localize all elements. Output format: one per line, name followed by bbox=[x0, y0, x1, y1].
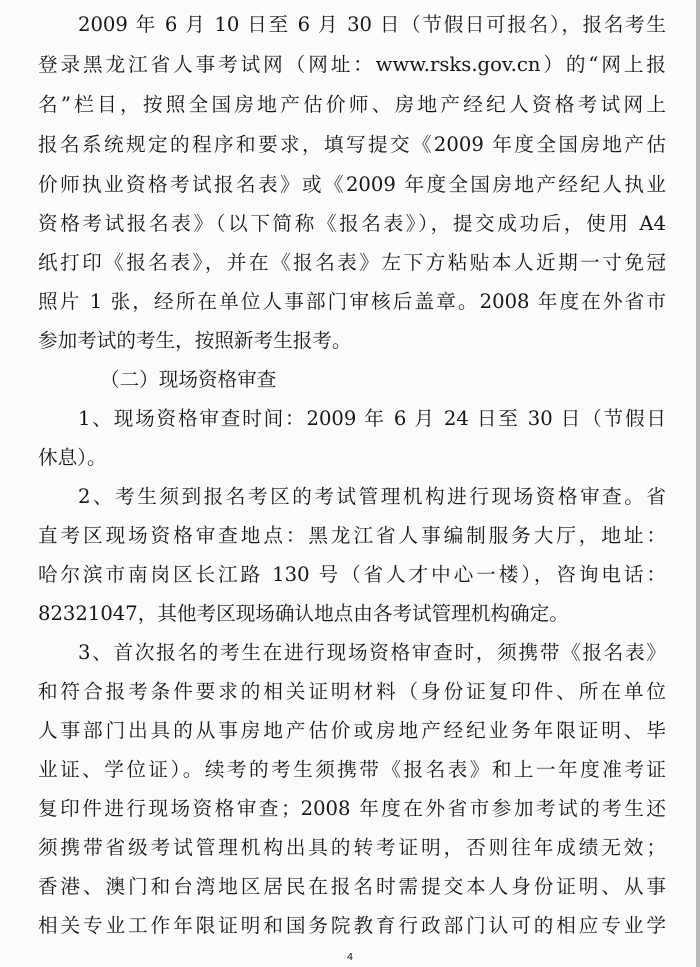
text-line-18: 和符合报考条件要求的相关证明材料（身份证复印件、所在单位 bbox=[38, 680, 666, 703]
text-line-24: 相关专业工作年限证明和国务院教育行政部门认可的相应专业学 bbox=[38, 914, 666, 937]
text-line-12: 休息）。 bbox=[38, 446, 107, 469]
text-line-4: 报名系统规定的程序和要求，填写提交《2009 年度全国房地产估 bbox=[38, 133, 666, 156]
section-heading: （二）现场资格审查 bbox=[100, 368, 277, 391]
text-line-11: 1、现场资格审查时间：2009 年 6 月 24 日至 30 日（节假日 bbox=[78, 407, 666, 430]
text-line-6: 资格考试报名表》（以下简称《报名表》），提交成功后，使用 A4 bbox=[38, 212, 666, 235]
text-line-13: 2、考生须到报名考区的考试管理机构进行现场资格审查。省 bbox=[78, 485, 666, 508]
text-line-17: 3、首次报名的考生在进行现场资格审查时，须携带《报名表》 bbox=[78, 641, 666, 664]
text-line-2: 登录黑龙江省人事考试网（网址：www.rsks.gov.cn）的“网上报 bbox=[38, 53, 666, 76]
scan-edge bbox=[696, 0, 700, 967]
page-number: 4 bbox=[346, 952, 354, 963]
text-line-22: 须携带省级考试管理机构出具的转考证明，否则往年成绩无效； bbox=[38, 836, 666, 859]
text-line-7: 纸打印《报名表》，并在《报名表》左下方粘贴本人近期一寸免冠 bbox=[38, 251, 666, 274]
text-line-3: 名”栏目，按照全国房地产估价师、房地产经纪人资格考试网上 bbox=[38, 93, 666, 116]
text-line-19: 人事部门出具的从事房地产估价或房地产经纪业务年限证明、毕 bbox=[38, 719, 666, 742]
text-line-16: 82321047，其他考区现场确认地点由各考试管理机构确定。 bbox=[38, 602, 569, 625]
text-line-1: 2009 年 6 月 10 日至 6 月 30 日（节假日可报名），报名考生 bbox=[78, 13, 666, 36]
text-line-20: 业证、学位证）。续考的考生须携带《报名表》和上一年度准考证 bbox=[38, 758, 666, 781]
text-line-14: 直考区现场资格审查地点：黑龙江省人事编制服务大厅，地址： bbox=[38, 524, 666, 547]
text-line-21: 复印件进行现场资格审查；2008 年度在外省市参加考试的考生还 bbox=[38, 797, 666, 820]
text-line-9: 参加考试的考生，按照新考生报考。 bbox=[38, 329, 352, 352]
text-line-15: 哈尔滨市南岗区长江路 130 号（省人才中心一楼），咨询电话： bbox=[38, 563, 666, 586]
text-line-8: 照片 1 张，经所在单位人事部门审核后盖章。2008 年度在外省市 bbox=[38, 290, 666, 313]
text-line-5: 价师执业资格考试报名表》或《2009 年度全国房地产经纪人执业 bbox=[38, 173, 666, 196]
text-line-23: 香港、澳门和台湾地区居民在报名时需提交本人身份证明、从事 bbox=[38, 875, 666, 898]
